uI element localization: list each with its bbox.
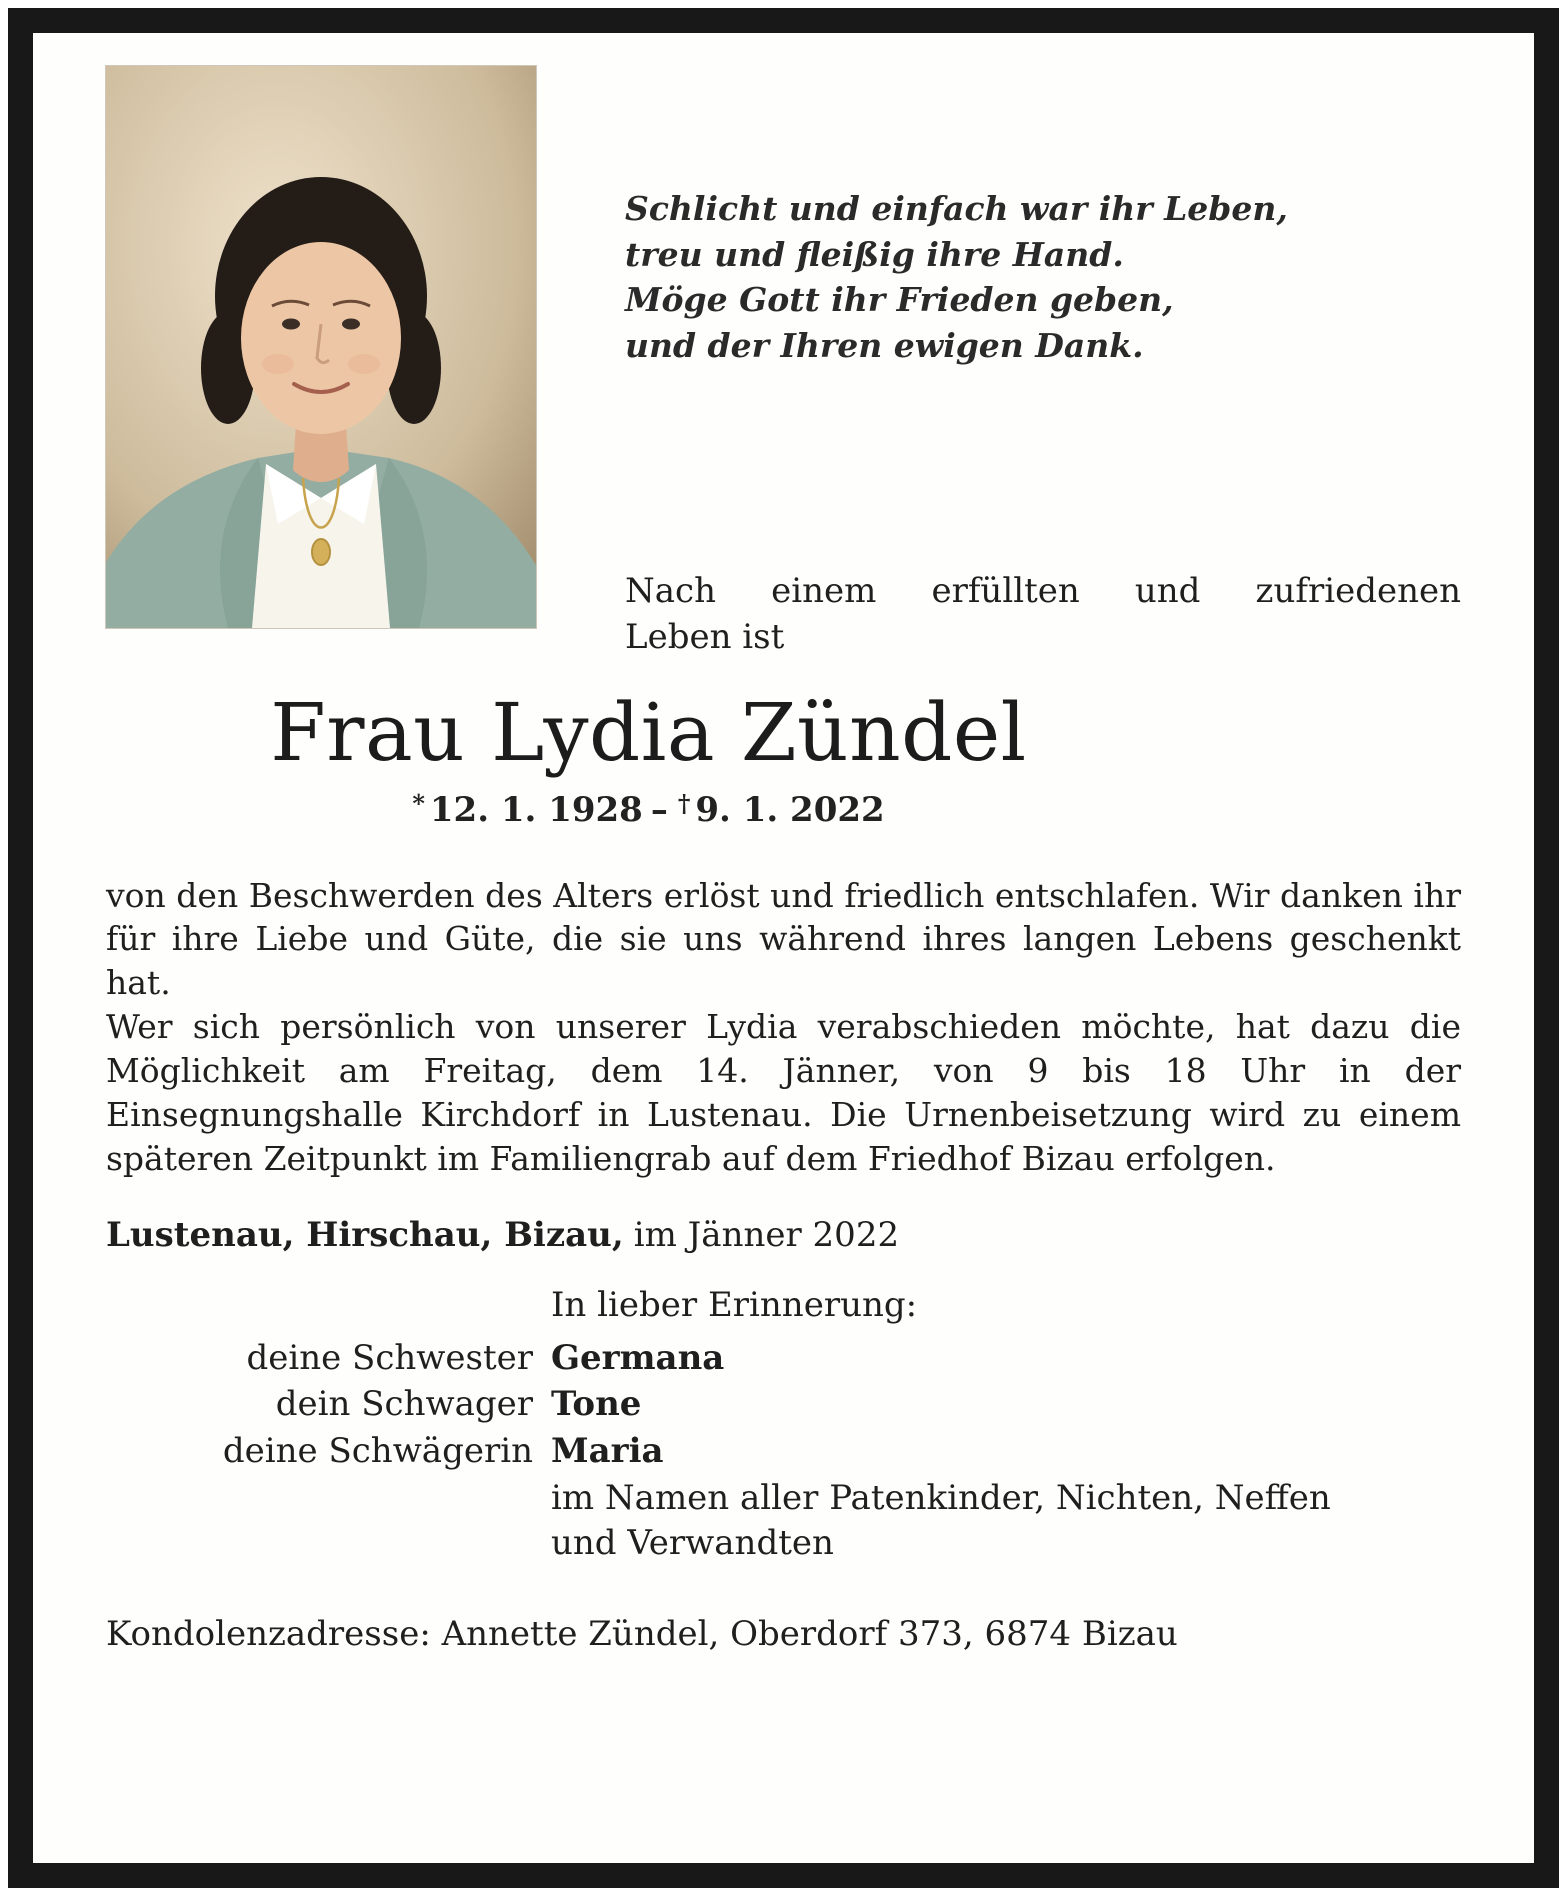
mourner-relation: deine Schwester <box>246 1337 533 1378</box>
signoff-places: Lustenau, Hirschau, Bizau, <box>106 1214 624 1255</box>
poem-line-1: Schlicht und einfach war ihr Leben, <box>625 189 1288 228</box>
mourner-name: Tone <box>551 1384 642 1425</box>
face-shape <box>241 242 401 434</box>
cheek-left <box>262 354 294 374</box>
cheek-right <box>348 354 380 374</box>
closing-line-2: und Verwandten <box>551 1523 834 1564</box>
eye-right <box>342 319 360 330</box>
signoff-date: im Jänner 2022 <box>633 1214 900 1255</box>
birth-date: 12. 1. 1928 <box>429 789 643 830</box>
death-symbol: † <box>677 788 691 818</box>
eye-left <box>282 319 300 330</box>
memorial-closing <box>551 1476 1461 1566</box>
portrait-photo <box>106 66 536 628</box>
deceased-name: Frau Lydia Zündel <box>270 685 1027 779</box>
signoff-line <box>106 1215 1461 1255</box>
intro-line-2: Leben ist <box>625 617 785 658</box>
obituary-paragraph-1: von den Beschwerden des Alters erlöst und friedlich entschlafen. Wir danken ihr für ihre Liebe und Güte, die sie uns während ihres langen Lebens geschenkt hat. <box>106 875 1461 1003</box>
top-section <box>106 66 1461 661</box>
mourner-name: Maria <box>551 1430 664 1471</box>
mourner-relation: deine Schwägerin <box>222 1430 533 1471</box>
poem-line-4: und der Ihren ewigen Dank. <box>625 325 1144 365</box>
date-separator: – <box>650 789 668 830</box>
condolence-address: Kondolenzadresse: Annette Zündel, Oberdorf 373, 6874 Bizau <box>106 1614 1178 1655</box>
memorial-section <box>106 1285 1461 1566</box>
obituary-card <box>8 8 1559 1888</box>
poem-line-2: treu und fleißig ihre Hand. <box>625 234 1124 274</box>
memorial-poem <box>625 186 1461 368</box>
obituary-paragraph-2: Wer sich persönlich von unserer Lydia verabschieden möchte, hat dazu die Möglichkeit am Freitag, dem 14. Jänner, von 9 bis 18 Uhr in der Einsegnungshalle Kirchdorf in Lustenau. Die Urnenbeisetzung wird zu einem späteren Zeitpunkt im Familiengrab auf dem Friedhof Bizau erfolgen. <box>106 1007 1461 1178</box>
death-date: 9. 1. 2022 <box>695 789 885 830</box>
closing-line-1: im Namen aller Patenkinder, Nichten, Neffen <box>551 1478 1331 1519</box>
life-dates <box>106 789 1191 830</box>
mourner-name: Germana <box>551 1337 725 1378</box>
intro-line-1: Nach einem erfüllten und zufriedenen <box>625 571 1461 612</box>
mourner-list <box>106 1337 1461 1474</box>
intro-text <box>625 568 1461 660</box>
poem-line-3: Möge Gott ihr Frieden geben, <box>625 280 1174 320</box>
obituary-body <box>106 874 1461 1181</box>
memorial-heading: In lieber Erinnerung: <box>551 1284 918 1325</box>
mourner-relation: dein Schwager <box>275 1384 533 1425</box>
necklace-pendant <box>312 539 330 565</box>
birth-symbol: * <box>412 788 425 818</box>
right-column <box>625 66 1461 661</box>
